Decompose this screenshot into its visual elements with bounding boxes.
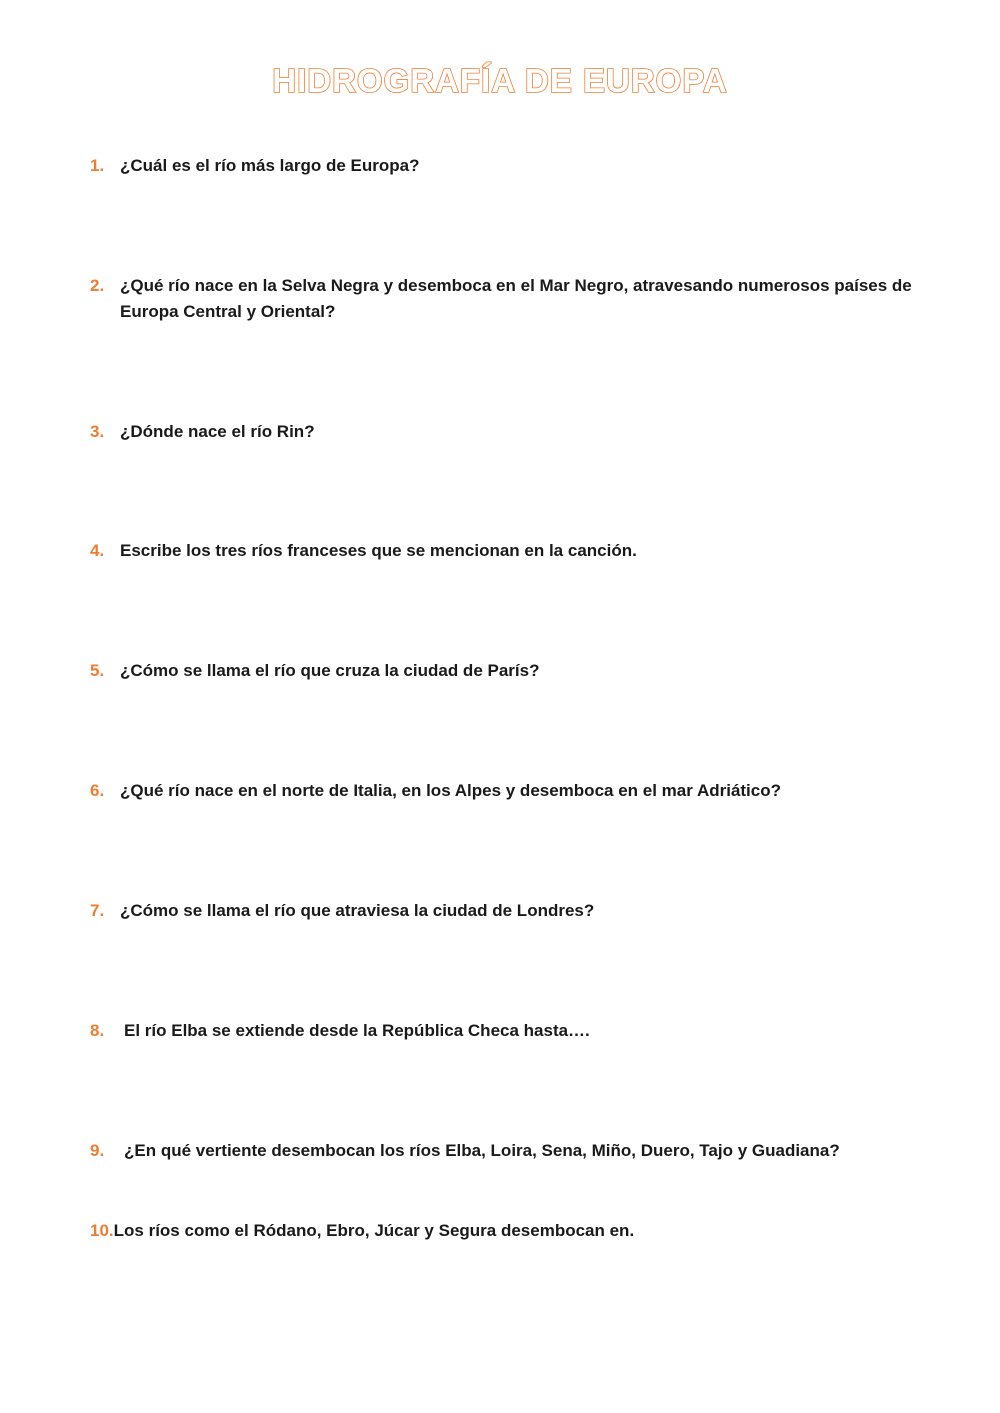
question-10 [90,1218,940,1244]
question-text: ¿Dónde nace el río Rin? [120,422,315,441]
question-9 [90,1138,940,1164]
question-number: 3. [90,422,105,441]
question-7 [90,898,940,924]
question-text: Escribe los tres ríos franceses que se mencionan en la canción. [120,541,637,560]
question-text: ¿Cómo se llama el río que atraviesa la ciudad de Londres? [120,901,595,920]
question-8 [90,1018,940,1044]
question-text: ¿Cómo se llama el río que cruza la ciudad de París? [120,661,540,680]
question-number: 9. [90,1141,105,1160]
question-text: ¿Cuál es el río más largo de Europa? [120,156,420,175]
question-text: El río Elba se extiende desde la República Checa hasta…. [124,1021,590,1040]
question-2 [90,273,940,325]
question-number: 1. [90,156,105,175]
question-number: 8. [90,1021,105,1040]
question-4 [90,538,940,564]
question-number: 2. [90,276,105,295]
question-1 [90,153,940,179]
question-number: 5. [90,661,105,680]
question-number: 7. [90,901,105,920]
question-text: ¿Qué río nace en el norte de Italia, en los Alpes y desemboca en el mar Adriático? [120,781,781,800]
question-text: ¿Qué río nace en la Selva Negra y desemboca en el Mar Negro, atravesando numerosos países de Europa Central y Oriental? [120,276,912,321]
question-6 [90,778,940,804]
question-number: 4. [90,541,105,560]
question-3 [90,419,940,445]
question-number: 6. [90,781,105,800]
question-number: 10. [90,1221,114,1240]
question-5 [90,658,940,684]
question-text: Los ríos como el Ródano, Ebro, Júcar y Segura desembocan en. [113,1221,635,1240]
page-title: HIDROGRAFÍA DE EUROPA [272,62,728,99]
question-text: ¿En qué vertiente desembocan los ríos Elba, Loira, Sena, Miño, Duero, Tajo y Guadiana? [124,1141,840,1160]
